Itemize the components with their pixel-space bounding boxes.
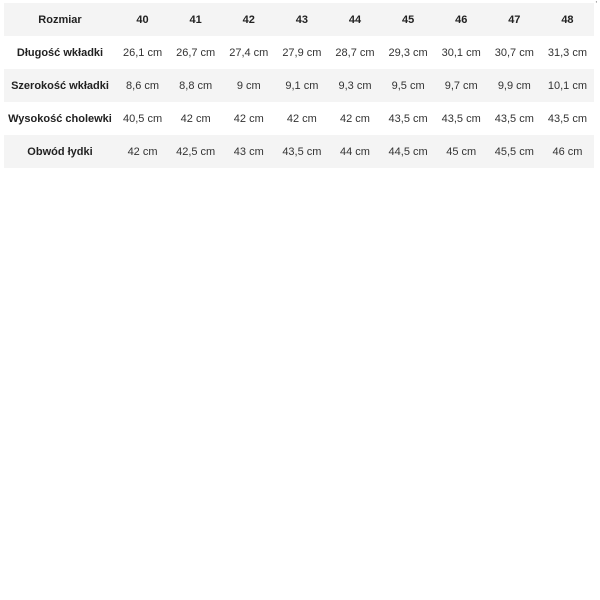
table-cell: 42 cm — [275, 102, 328, 135]
table-cell: 29,3 cm — [382, 36, 435, 69]
size-header: 41 — [169, 3, 222, 36]
size-header: 43 — [275, 3, 328, 36]
header-label: Rozmiar — [4, 3, 116, 36]
table-cell: 42,5 cm — [169, 135, 222, 168]
table-cell: 45 cm — [435, 135, 488, 168]
table-cell: 8,6 cm — [116, 69, 169, 102]
table-row — [4, 102, 594, 135]
table-cell: 42 cm — [222, 102, 275, 135]
table-cell: 27,9 cm — [275, 36, 328, 69]
table-cell: 30,7 cm — [488, 36, 541, 69]
table-cell: 43,5 cm — [382, 102, 435, 135]
table-cell: 9,1 cm — [275, 69, 328, 102]
table-cell: 40,5 cm — [116, 102, 169, 135]
size-header: 45 — [382, 3, 435, 36]
table-cell: 27,4 cm — [222, 36, 275, 69]
table-cell: 43,5 cm — [488, 102, 541, 135]
table-row — [4, 69, 594, 102]
table-cell: 43,5 cm — [275, 135, 328, 168]
table-row — [4, 36, 594, 69]
table-cell: 10,1 cm — [541, 69, 594, 102]
size-header: 42 — [222, 3, 275, 36]
size-header: 40 — [116, 3, 169, 36]
table-row — [4, 135, 594, 168]
table-cell: 9,7 cm — [435, 69, 488, 102]
table-cell: 30,1 cm — [435, 36, 488, 69]
table-cell: 44,5 cm — [382, 135, 435, 168]
table-cell: 42 cm — [116, 135, 169, 168]
size-header: 46 — [435, 3, 488, 36]
table-cell: 44 cm — [328, 135, 381, 168]
corner-mark: ' — [595, 0, 597, 9]
table-cell: 45,5 cm — [488, 135, 541, 168]
size-header: 47 — [488, 3, 541, 36]
table-cell: 43,5 cm — [435, 102, 488, 135]
table-cell: 26,1 cm — [116, 36, 169, 69]
table-cell: 43,5 cm — [541, 102, 594, 135]
size-header: 44 — [328, 3, 381, 36]
row-label: Długość wkładki — [4, 36, 116, 69]
table-cell: 26,7 cm — [169, 36, 222, 69]
row-label: Szerokość wkładki — [4, 69, 116, 102]
table-cell: 9,3 cm — [328, 69, 381, 102]
row-label: Obwód łydki — [4, 135, 116, 168]
table-cell: 9 cm — [222, 69, 275, 102]
table-cell: 9,5 cm — [382, 69, 435, 102]
row-label: Wysokość cholewki — [4, 102, 116, 135]
table-cell: 31,3 cm — [541, 36, 594, 69]
table-header-row — [4, 3, 594, 36]
table-cell: 42 cm — [328, 102, 381, 135]
table-cell: 8,8 cm — [169, 69, 222, 102]
size-chart-table — [4, 3, 594, 168]
table-cell: 46 cm — [541, 135, 594, 168]
size-header: 48 — [541, 3, 594, 36]
table-cell: 28,7 cm — [328, 36, 381, 69]
table-cell: 9,9 cm — [488, 69, 541, 102]
table-cell: 42 cm — [169, 102, 222, 135]
table-cell: 43 cm — [222, 135, 275, 168]
